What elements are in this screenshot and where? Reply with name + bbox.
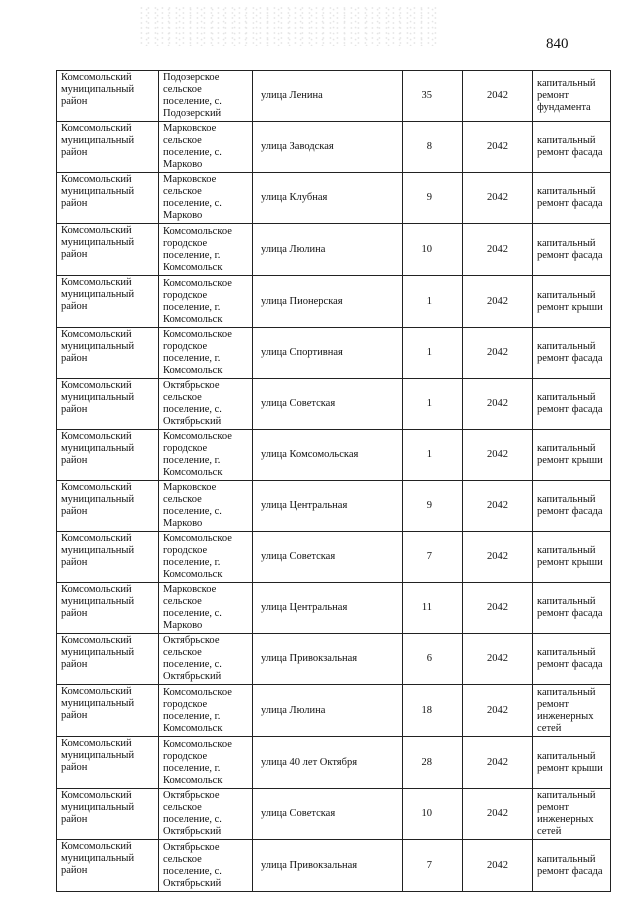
table-row xyxy=(57,71,611,122)
work-type-cell: капитальный ремонт фундамента xyxy=(533,71,611,122)
district-cell: Комсомольский муниципальный район xyxy=(57,685,159,737)
street-cell xyxy=(253,634,403,685)
year-cell: 2042 xyxy=(463,173,533,224)
year-cell: 2042 xyxy=(463,532,533,583)
table-row xyxy=(57,430,611,481)
house-number-cell-text: 18 xyxy=(421,704,432,716)
street-cell-text: улица Пионерская xyxy=(261,295,343,307)
settlement-cell: Марковское сельское поселение, с. Марково xyxy=(159,122,253,173)
house-number-cell-text: 10 xyxy=(421,808,432,819)
street-cell-text: улица 40 лет Октября xyxy=(261,756,358,768)
work-type-cell: капитальный ремонт крыши xyxy=(533,532,611,583)
year-cell: 2042 xyxy=(463,71,533,122)
house-number-cell xyxy=(403,173,463,224)
house-number-cell-text: 7 xyxy=(426,551,432,562)
street-cell-text: улица Советская xyxy=(261,808,336,819)
table-row xyxy=(57,583,611,634)
house-number-cell-text: 1 xyxy=(426,449,432,460)
house-number-cell-text: 7 xyxy=(426,859,432,871)
work-type-cell: капитальный ремонт фасада xyxy=(533,379,611,430)
year-cell: 2042 xyxy=(463,328,533,379)
page-number: 840 xyxy=(546,36,569,52)
work-type-cell: капитальный ремонт крыши xyxy=(533,430,611,481)
house-number-cell-text: 35 xyxy=(421,90,432,101)
scan-artifact xyxy=(140,6,440,46)
street-cell-text: улица Клубная xyxy=(261,192,328,203)
street-cell xyxy=(253,276,403,328)
repair-schedule-table xyxy=(56,70,611,892)
house-number-cell xyxy=(403,224,463,276)
house-number-cell xyxy=(403,840,463,892)
table-row xyxy=(57,379,611,430)
house-number-cell-text: 1 xyxy=(426,347,432,358)
work-type-cell: капитальный ремонт фасада xyxy=(533,634,611,685)
district-cell: Комсомольский муниципальный район xyxy=(57,71,159,122)
table-row xyxy=(57,532,611,583)
settlement-cell: Марковское сельское поселение, с. Марково xyxy=(159,173,253,224)
work-type-cell: капитальный ремонт крыши xyxy=(533,737,611,789)
house-number-cell xyxy=(403,71,463,122)
work-type-cell: капитальный ремонт фасада xyxy=(533,173,611,224)
street-cell-text: улица Привокзальная xyxy=(261,653,358,664)
year-cell: 2042 xyxy=(463,737,533,789)
settlement-cell: Марковское сельское поселение, с. Марково xyxy=(159,481,253,532)
street-cell-text: улица Заводская xyxy=(261,141,334,152)
settlement-cell: Комсомольское городское поселение, г. Комсомольск xyxy=(159,532,253,583)
house-number-cell xyxy=(403,532,463,583)
street-cell-text: улица Центральная xyxy=(261,602,348,613)
district-cell: Комсомольский муниципальный район xyxy=(57,276,159,328)
street-cell-text: улица Центральная xyxy=(261,500,348,511)
house-number-cell-text: 28 xyxy=(421,756,432,768)
year-cell: 2042 xyxy=(463,481,533,532)
district-cell: Комсомольский муниципальный район xyxy=(57,737,159,789)
house-number-cell xyxy=(403,737,463,789)
street-cell xyxy=(253,481,403,532)
year-cell: 2042 xyxy=(463,122,533,173)
house-number-cell-text: 10 xyxy=(421,243,432,255)
house-number-cell xyxy=(403,328,463,379)
street-cell-text: улица Привокзальная xyxy=(261,859,358,871)
street-cell xyxy=(253,224,403,276)
street-cell-text: улица Комсомольская xyxy=(261,449,359,460)
house-number-cell-text: 9 xyxy=(426,500,432,511)
work-type-cell: капитальный ремонт фасада xyxy=(533,840,611,892)
settlement-cell: Октябрьское сельское поселение, с. Октябрьский xyxy=(159,840,253,892)
house-number-cell xyxy=(403,789,463,840)
district-cell: Комсомольский муниципальный район xyxy=(57,634,159,685)
district-cell: Комсомольский муниципальный район xyxy=(57,379,159,430)
year-cell: 2042 xyxy=(463,840,533,892)
settlement-cell: Комсомольское городское поселение, г. Комсомольск xyxy=(159,328,253,379)
work-type-cell: капитальный ремонт фасада xyxy=(533,328,611,379)
district-cell: Комсомольский муниципальный район xyxy=(57,840,159,892)
district-cell: Комсомольский муниципальный район xyxy=(57,481,159,532)
table-row xyxy=(57,737,611,789)
street-cell xyxy=(253,173,403,224)
street-cell xyxy=(253,737,403,789)
table-row xyxy=(57,224,611,276)
table-row xyxy=(57,276,611,328)
district-cell: Комсомольский муниципальный район xyxy=(57,173,159,224)
street-cell xyxy=(253,379,403,430)
district-cell: Комсомольский муниципальный район xyxy=(57,583,159,634)
house-number-cell-text: 9 xyxy=(426,192,432,203)
table-row xyxy=(57,789,611,840)
settlement-cell: Комсомольское городское поселение, г. Комсомольск xyxy=(159,685,253,737)
settlement-cell: Комсомольское городское поселение, г. Комсомольск xyxy=(159,224,253,276)
year-cell: 2042 xyxy=(463,224,533,276)
house-number-cell xyxy=(403,685,463,737)
house-number-cell xyxy=(403,379,463,430)
house-number-cell xyxy=(403,276,463,328)
settlement-cell: Комсомольское городское поселение, г. Комсомольск xyxy=(159,276,253,328)
street-cell xyxy=(253,583,403,634)
table-row xyxy=(57,481,611,532)
house-number-cell xyxy=(403,583,463,634)
street-cell xyxy=(253,840,403,892)
settlement-cell: Комсомольское городское поселение, г. Комсомольск xyxy=(159,430,253,481)
street-cell xyxy=(253,532,403,583)
table-row xyxy=(57,122,611,173)
year-cell: 2042 xyxy=(463,789,533,840)
year-cell: 2042 xyxy=(463,685,533,737)
work-type-cell: капитальный ремонт инженерных сетей xyxy=(533,685,611,737)
table-row xyxy=(57,328,611,379)
street-cell-text: улица Советская xyxy=(261,551,336,562)
street-cell xyxy=(253,328,403,379)
district-cell: Комсомольский муниципальный район xyxy=(57,532,159,583)
settlement-cell: Марковское сельское поселение, с. Марково xyxy=(159,583,253,634)
table-row xyxy=(57,840,611,892)
settlement-cell: Подозерское сельское поселение, с. Подозерский xyxy=(159,71,253,122)
settlement-cell: Комсомольское городское поселение, г. Комсомольск xyxy=(159,737,253,789)
street-cell-text: улица Люлина xyxy=(261,704,326,716)
street-cell-text: улица Советская xyxy=(261,398,336,409)
street-cell xyxy=(253,71,403,122)
district-cell: Комсомольский муниципальный район xyxy=(57,328,159,379)
house-number-cell xyxy=(403,430,463,481)
settlement-cell: Октябрьское сельское поселение, с. Октябрьский xyxy=(159,634,253,685)
house-number-cell xyxy=(403,481,463,532)
work-type-cell: капитальный ремонт фасада xyxy=(533,122,611,173)
table-body xyxy=(57,71,611,892)
work-type-cell: капитальный ремонт фасада xyxy=(533,481,611,532)
work-type-cell: капитальный ремонт крыши xyxy=(533,276,611,328)
table-row xyxy=(57,173,611,224)
house-number-cell-text: 1 xyxy=(426,295,432,307)
street-cell-text: улица Ленина xyxy=(261,90,323,101)
table-row xyxy=(57,685,611,737)
district-cell: Комсомольский муниципальный район xyxy=(57,789,159,840)
street-cell xyxy=(253,789,403,840)
house-number-cell-text: 6 xyxy=(426,653,432,664)
year-cell: 2042 xyxy=(463,430,533,481)
street-cell xyxy=(253,122,403,173)
table-row xyxy=(57,634,611,685)
house-number-cell-text: 1 xyxy=(426,398,432,409)
year-cell: 2042 xyxy=(463,634,533,685)
house-number-cell-text: 11 xyxy=(421,602,432,613)
work-type-cell: капитальный ремонт фасада xyxy=(533,583,611,634)
work-type-cell: капитальный ремонт фасада xyxy=(533,224,611,276)
settlement-cell: Октябрьское сельское поселение, с. Октябрьский xyxy=(159,789,253,840)
work-type-cell: капитальный ремонт инженерных сетей xyxy=(533,789,611,840)
district-cell: Комсомольский муниципальный район xyxy=(57,122,159,173)
year-cell: 2042 xyxy=(463,276,533,328)
street-cell-text: улица Спортивная xyxy=(261,347,343,358)
settlement-cell: Октябрьское сельское поселение, с. Октябрьский xyxy=(159,379,253,430)
house-number-cell-text: 8 xyxy=(426,141,432,152)
district-cell: Комсомольский муниципальный район xyxy=(57,430,159,481)
year-cell: 2042 xyxy=(463,583,533,634)
district-cell: Комсомольский муниципальный район xyxy=(57,224,159,276)
street-cell xyxy=(253,685,403,737)
year-cell: 2042 xyxy=(463,379,533,430)
street-cell-text: улица Люлина xyxy=(261,243,326,255)
house-number-cell xyxy=(403,634,463,685)
house-number-cell xyxy=(403,122,463,173)
street-cell xyxy=(253,430,403,481)
